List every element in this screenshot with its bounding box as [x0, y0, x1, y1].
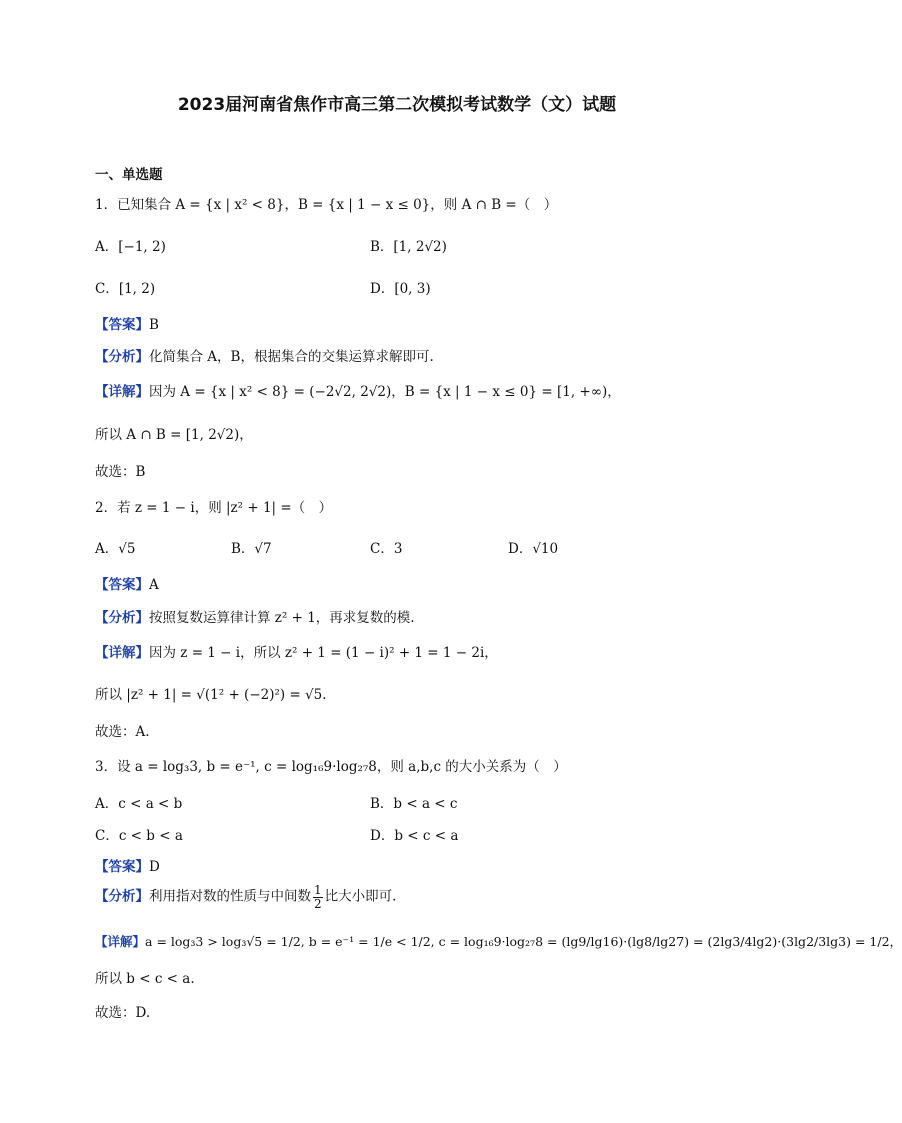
- q2-analysis-line: [95, 606, 415, 626]
- answer-tag: 【答案】: [95, 317, 149, 333]
- detail-tag: 【详解】: [95, 645, 149, 661]
- q2-conclusion: 所以 |z² + 1| = √(1² + (−2)²) = √5.: [95, 687, 327, 703]
- q3-detail: a = log₃3 > log₃√5 = 1/2, b = e⁻¹ = 1/e < 1/2, c = log₁₆9·log₂₇8 = (lg9/lg16)·(lg8/lg27) = (2lg3/4lg2)·(3lg2/3lg3) = 1/2，: [145, 934, 902, 949]
- q2-answer-line: [95, 573, 159, 593]
- q1-choice: 故选：B: [95, 464, 146, 480]
- q1-answer: B: [149, 317, 159, 333]
- q1-detail-line: [95, 380, 621, 400]
- q2-option-b: B．√7: [231, 541, 272, 557]
- q3-analysis-line: [95, 884, 396, 910]
- q3-option-b: B．b < a < c: [370, 796, 458, 812]
- q3-stem: 3．设 a = log₃3, b = e⁻¹, c = log₁₆9·log₂₇8，则 a,b,c 的大小关系为（ ）: [95, 759, 567, 775]
- q3-conclusion: 所以 b < c < a.: [95, 971, 195, 987]
- q2-stem: 2．若 z = 1 − i，则 |z² + 1| =（ ）: [95, 500, 333, 516]
- q2-option-c: C．3: [370, 541, 403, 557]
- q1-option-c: C．[1, 2): [95, 281, 156, 297]
- one-half-fraction: [313, 884, 323, 910]
- q3-choice: 故选：D.: [95, 1005, 151, 1021]
- q1-analysis: 化简集合 A，B，根据集合的交集运算求解即可.: [149, 349, 434, 365]
- section-heading: 一、单选题: [95, 167, 163, 183]
- q2-analysis: 按照复数运算律计算 z² + 1，再求复数的模.: [149, 610, 415, 626]
- fraction-denominator: 2: [314, 896, 322, 911]
- analysis-tag: 【分析】: [95, 610, 149, 626]
- q1-analysis-line: [95, 345, 434, 365]
- q2-option-a: A．√5: [95, 541, 136, 557]
- analysis-tag: 【分析】: [95, 349, 149, 365]
- q2-option-d: D．√10: [508, 541, 559, 557]
- page-title: 2023届河南省焦作市高三第二次模拟考试数学（文）试题: [177, 95, 617, 115]
- detail-tag: 【详解】: [95, 934, 146, 949]
- analysis-tag: 【分析】: [95, 888, 149, 905]
- q2-detail-line: [95, 641, 498, 661]
- q3-option-d: D．b < c < a: [370, 828, 459, 844]
- detail-tag: 【详解】: [95, 384, 149, 400]
- q1-detail: 因为 A = {x | x² < 8} = (−2√2, 2√2)，B = {x | 1 − x ≤ 0} = [1, +∞)，: [149, 384, 621, 400]
- q3-answer: D: [149, 859, 160, 875]
- q1-option-a: A．[−1, 2): [95, 239, 166, 255]
- q3-answer-line: [95, 855, 160, 875]
- q1-option-d: D．[0, 3): [370, 281, 431, 297]
- q1-stem: 1．已知集合 A = {x | x² < 8}，B = {x | 1 − x ≤ 0}，则 A ∩ B =（ ）: [95, 197, 558, 213]
- q1-conclusion: 所以 A ∩ B = [1, 2√2)，: [95, 427, 253, 443]
- q3-analysis-pre: 利用指对数的性质与中间数: [149, 888, 311, 905]
- answer-tag: 【答案】: [95, 859, 149, 875]
- q2-detail: 因为 z = 1 − i，所以 z² + 1 = (1 − i)² + 1 = 1 − 2i，: [149, 645, 498, 661]
- q3-option-c: C．c < b < a: [95, 828, 183, 844]
- q1-answer-line: [95, 313, 159, 333]
- fraction-numerator: 1: [314, 883, 322, 897]
- answer-tag: 【答案】: [95, 577, 149, 593]
- q3-option-a: A．c < a < b: [95, 796, 183, 812]
- q3-analysis-post: 比大小即可.: [324, 888, 397, 905]
- q2-choice: 故选：A.: [95, 724, 150, 740]
- q1-option-b: B．[1, 2√2): [370, 239, 447, 255]
- q2-answer: A: [149, 577, 159, 593]
- q3-detail-line: [95, 932, 902, 950]
